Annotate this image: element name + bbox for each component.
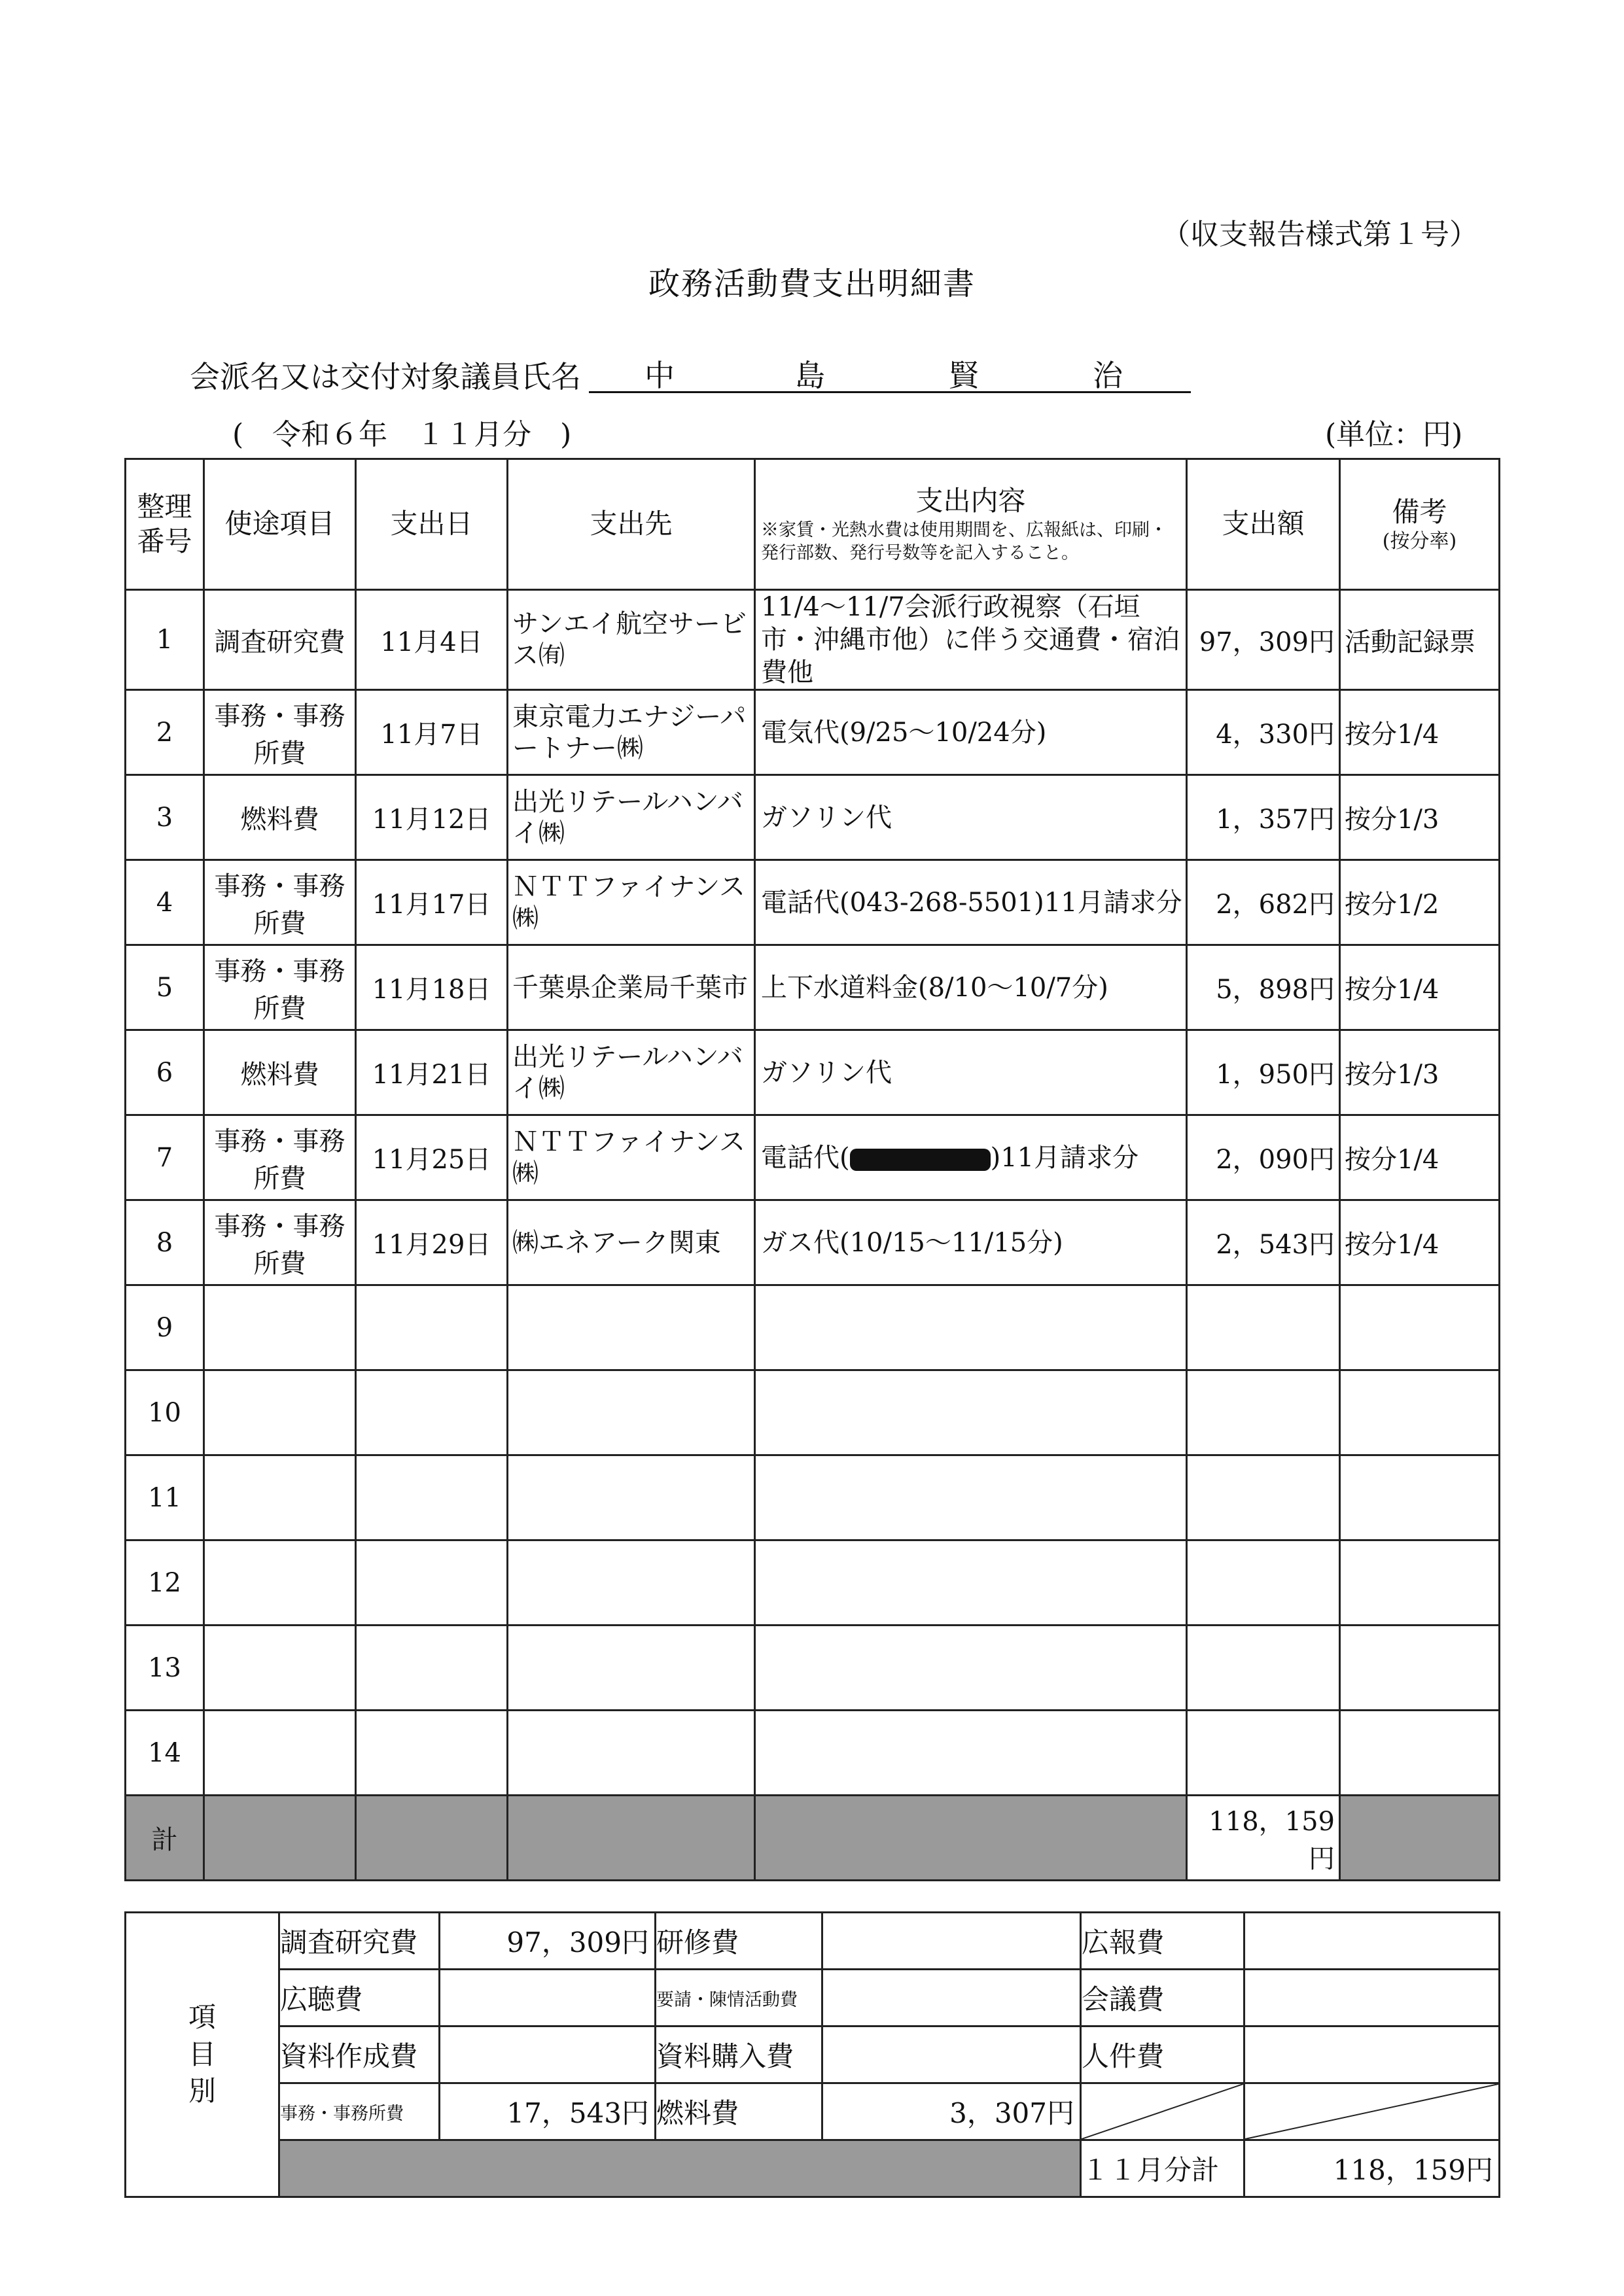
- summary-side-label: [126, 1913, 279, 2197]
- table-row: [126, 860, 1500, 945]
- row-item: [204, 1285, 356, 1370]
- name-char-4: 治: [1093, 358, 1123, 393]
- row-item: 事務・事務所費: [204, 860, 356, 945]
- period: ( 令和６年 １１月分 ): [232, 418, 572, 451]
- row-remarks: 活動記録票: [1340, 590, 1500, 690]
- row-date: 11月7日: [356, 690, 508, 775]
- month-total-amount: 118，159円: [1244, 2140, 1500, 2197]
- row-desc: [755, 1285, 1187, 1370]
- row-desc-prefix: 電話代(: [761, 1142, 850, 1173]
- row-no: 8: [126, 1200, 204, 1285]
- pr-amount: [1244, 1913, 1500, 1970]
- header-remarks-title: 備考: [1392, 495, 1447, 528]
- name-label: 会派名又は交付対象議員氏名: [190, 359, 581, 394]
- row-item: 事務・事務所費: [204, 690, 356, 775]
- row-amount: 97，309円: [1187, 590, 1340, 690]
- row-date: 11月18日: [356, 945, 508, 1030]
- row-amount: [1187, 1370, 1340, 1455]
- row-date: [356, 1370, 508, 1455]
- row-remarks: 按分1/4: [1340, 945, 1500, 1030]
- header-no: 整理番号: [126, 459, 204, 590]
- row-payee: [508, 1370, 755, 1455]
- docs-make-amount: [440, 2026, 656, 2083]
- row-remarks: 按分1/4: [1340, 690, 1500, 775]
- header-desc-note: ※家賃・光熱水費は使用期間を、広報紙は、印刷・発行部数、発行号数等を記入すること。: [761, 519, 1167, 563]
- row-payee: ＮＴＴファイナンス㈱: [508, 1115, 755, 1200]
- row-date: [356, 1285, 508, 1370]
- header-date: 支出日: [356, 459, 508, 590]
- row-item: 調査研究費: [204, 590, 356, 690]
- row-no: 7: [126, 1115, 204, 1200]
- row-amount: 2，682円: [1187, 860, 1340, 945]
- office-amount: 17，543円: [440, 2083, 656, 2140]
- row-amount: [1187, 1540, 1340, 1626]
- row-payee: ㈱エネアーク関東: [508, 1200, 755, 1285]
- header-remarks: [1340, 459, 1500, 590]
- table-row: [126, 1370, 1500, 1455]
- hearing-label: 広聴費: [279, 1970, 440, 2026]
- total-blank: [508, 1796, 755, 1881]
- row-item: [204, 1370, 356, 1455]
- category-summary-table: [124, 1911, 1500, 2198]
- row-item: 燃料費: [204, 1030, 356, 1115]
- header-item: 使途項目: [204, 459, 356, 590]
- row-item: [204, 1455, 356, 1540]
- research-amount: 97，309円: [440, 1913, 656, 1970]
- row-amount: [1187, 1455, 1340, 1540]
- table-row: [126, 945, 1500, 1030]
- total-blank: [1340, 1796, 1500, 1881]
- row-desc-suffix: )11月請求分: [990, 1142, 1139, 1173]
- hearing-amount: [440, 1970, 656, 2026]
- row-desc: ガス代(10/15～11/15分): [755, 1200, 1187, 1285]
- training-amount: [822, 1913, 1081, 1970]
- row-no: 9: [126, 1285, 204, 1370]
- row-remarks: [1340, 1540, 1500, 1626]
- petition-label: 要請・陳情活動費: [656, 1970, 822, 2026]
- row-no: 4: [126, 860, 204, 945]
- row-desc: ガソリン代: [755, 1030, 1187, 1115]
- document-title: 政務活動費支出明細書: [648, 266, 976, 302]
- row-no: 13: [126, 1626, 204, 1711]
- row-payee: 出光リテールハンバイ㈱: [508, 1030, 755, 1115]
- row-remarks: 按分1/3: [1340, 775, 1500, 860]
- shaded-area: [279, 2140, 1081, 2197]
- diagonal-line: [1082, 2084, 1243, 2139]
- training-label: 研修費: [656, 1913, 822, 1970]
- side-char-3: 別: [188, 2075, 216, 2108]
- table-row: [126, 590, 1500, 690]
- row-payee: 千葉県企業局千葉市: [508, 945, 755, 1030]
- row-desc: 上下水道料金(8/10～10/7分): [755, 945, 1187, 1030]
- row-item: 事務・事務所費: [204, 1115, 356, 1200]
- row-remarks: 按分1/2: [1340, 860, 1500, 945]
- row-payee: [508, 1285, 755, 1370]
- row-desc: [755, 1711, 1187, 1796]
- row-item: 燃料費: [204, 775, 356, 860]
- row-amount: 2，543円: [1187, 1200, 1340, 1285]
- row-remarks: 按分1/4: [1340, 1115, 1500, 1200]
- row-date: [356, 1455, 508, 1540]
- row-date: [356, 1711, 508, 1796]
- total-label: 計: [126, 1796, 204, 1881]
- row-desc: 11/4～11/7会派行政視察（石垣市・沖縄市他）に伴う交通費・宿泊費他: [755, 590, 1187, 690]
- row-no: 12: [126, 1540, 204, 1626]
- total-blank: [356, 1796, 508, 1881]
- row-date: 11月29日: [356, 1200, 508, 1285]
- row-no: 10: [126, 1370, 204, 1455]
- row-date: 11月4日: [356, 590, 508, 690]
- row-payee: サンエイ航空サービス㈲: [508, 590, 755, 690]
- table-row: [126, 1626, 1500, 1711]
- row-remarks: [1340, 1285, 1500, 1370]
- side-char-2: 目: [188, 2038, 216, 2070]
- name-char-2: 島: [795, 358, 825, 393]
- row-no: 14: [126, 1711, 204, 1796]
- row-amount: 4，330円: [1187, 690, 1340, 775]
- row-payee: [508, 1540, 755, 1626]
- row-remarks: 按分1/4: [1340, 1200, 1500, 1285]
- row-item: 事務・事務所費: [204, 1200, 356, 1285]
- row-payee: 出光リテールハンバイ㈱: [508, 775, 755, 860]
- name-char-1: 中: [644, 358, 675, 393]
- meeting-amount: [1244, 1970, 1500, 2026]
- row-no: 5: [126, 945, 204, 1030]
- header-amount: 支出額: [1187, 459, 1340, 590]
- personnel-label: 人件費: [1081, 2026, 1244, 2083]
- row-amount: [1187, 1711, 1340, 1796]
- row-amount: 2，090円: [1187, 1115, 1340, 1200]
- row-desc: [755, 1370, 1187, 1455]
- row-date: [356, 1540, 508, 1626]
- total-amount: 118，159円: [1187, 1796, 1340, 1881]
- table-row: [126, 1285, 1500, 1370]
- row-date: 11月25日: [356, 1115, 508, 1200]
- row-item: [204, 1711, 356, 1796]
- form-number: （収支報告様式第１号）: [1161, 218, 1478, 251]
- row-payee: [508, 1455, 755, 1540]
- expense-table: [124, 458, 1500, 1881]
- research-label: 調査研究費: [279, 1913, 440, 1970]
- total-blank: [755, 1796, 1187, 1881]
- table-row: [126, 1711, 1500, 1796]
- docs-buy-label: 資料購入費: [656, 2026, 822, 2083]
- table-row: [126, 1455, 1500, 1540]
- table-row: [126, 1030, 1500, 1115]
- diagonal-slash-cell: [1244, 2083, 1500, 2140]
- table-row: [126, 775, 1500, 860]
- row-no: 3: [126, 775, 204, 860]
- header-desc-title: 支出内容: [915, 485, 1026, 517]
- row-amount: [1187, 1285, 1340, 1370]
- row-payee: ＮＴＴファイナンス㈱: [508, 860, 755, 945]
- row-no: 11: [126, 1455, 204, 1540]
- row-desc: 電気代(9/25～10/24分): [755, 690, 1187, 775]
- personnel-amount: [1244, 2026, 1500, 2083]
- row-no: 2: [126, 690, 204, 775]
- row-payee: [508, 1626, 755, 1711]
- diagonal-slash-cell: [1081, 2083, 1244, 2140]
- row-amount: 1，950円: [1187, 1030, 1340, 1115]
- side-char-1: 項: [188, 2000, 216, 2033]
- row-item: [204, 1626, 356, 1711]
- row-amount: 5，898円: [1187, 945, 1340, 1030]
- meeting-label: 会議費: [1081, 1970, 1244, 2026]
- row-payee: [508, 1711, 755, 1796]
- docs-buy-amount: [822, 2026, 1081, 2083]
- table-row: [126, 690, 1500, 775]
- name-char-3: 賢: [949, 358, 979, 393]
- total-row: [126, 1796, 1500, 1881]
- row-date: [356, 1626, 508, 1711]
- row-remarks: 按分1/3: [1340, 1030, 1500, 1115]
- table-row: [126, 1540, 1500, 1626]
- table-row: [126, 1200, 1500, 1285]
- fuel-label: 燃料費: [656, 2083, 822, 2140]
- row-item: 事務・事務所費: [204, 945, 356, 1030]
- row-desc: [755, 1540, 1187, 1626]
- row-desc: [755, 1626, 1187, 1711]
- total-blank: [204, 1796, 356, 1881]
- header-desc: [755, 459, 1187, 590]
- petition-amount: [822, 1970, 1081, 2026]
- header-payee: 支出先: [508, 459, 755, 590]
- row-remarks: [1340, 1711, 1500, 1796]
- row-no: 1: [126, 590, 204, 690]
- row-remarks: [1340, 1455, 1500, 1540]
- row-item: [204, 1540, 356, 1626]
- row-date: 11月21日: [356, 1030, 508, 1115]
- header-remarks-sub: (按分率): [1382, 530, 1457, 553]
- diagonal-line: [1245, 2084, 1498, 2139]
- row-no: 6: [126, 1030, 204, 1115]
- fuel-amount: 3，307円: [822, 2083, 1081, 2140]
- row-remarks: [1340, 1626, 1500, 1711]
- row-desc: ガソリン代: [755, 775, 1187, 860]
- pr-label: 広報費: [1081, 1913, 1244, 1970]
- row-amount: [1187, 1626, 1340, 1711]
- unit-label: (単位：円): [1325, 418, 1463, 451]
- row-desc: 電話代(043-268-5501)11月請求分: [755, 860, 1187, 945]
- row-date: 11月12日: [356, 775, 508, 860]
- month-total-label: １１月分計: [1081, 2140, 1244, 2197]
- row-remarks: [1340, 1370, 1500, 1455]
- row-desc: [755, 1115, 1187, 1200]
- table-row: [126, 1115, 1500, 1200]
- row-desc: [755, 1455, 1187, 1540]
- office-label: 事務・事務所費: [279, 2083, 440, 2140]
- row-date: 11月17日: [356, 860, 508, 945]
- row-payee: 東京電力エナジーパートナー㈱: [508, 690, 755, 775]
- redaction-mark: [850, 1149, 991, 1171]
- row-amount: 1，357円: [1187, 775, 1340, 860]
- docs-make-label: 資料作成費: [279, 2026, 440, 2083]
